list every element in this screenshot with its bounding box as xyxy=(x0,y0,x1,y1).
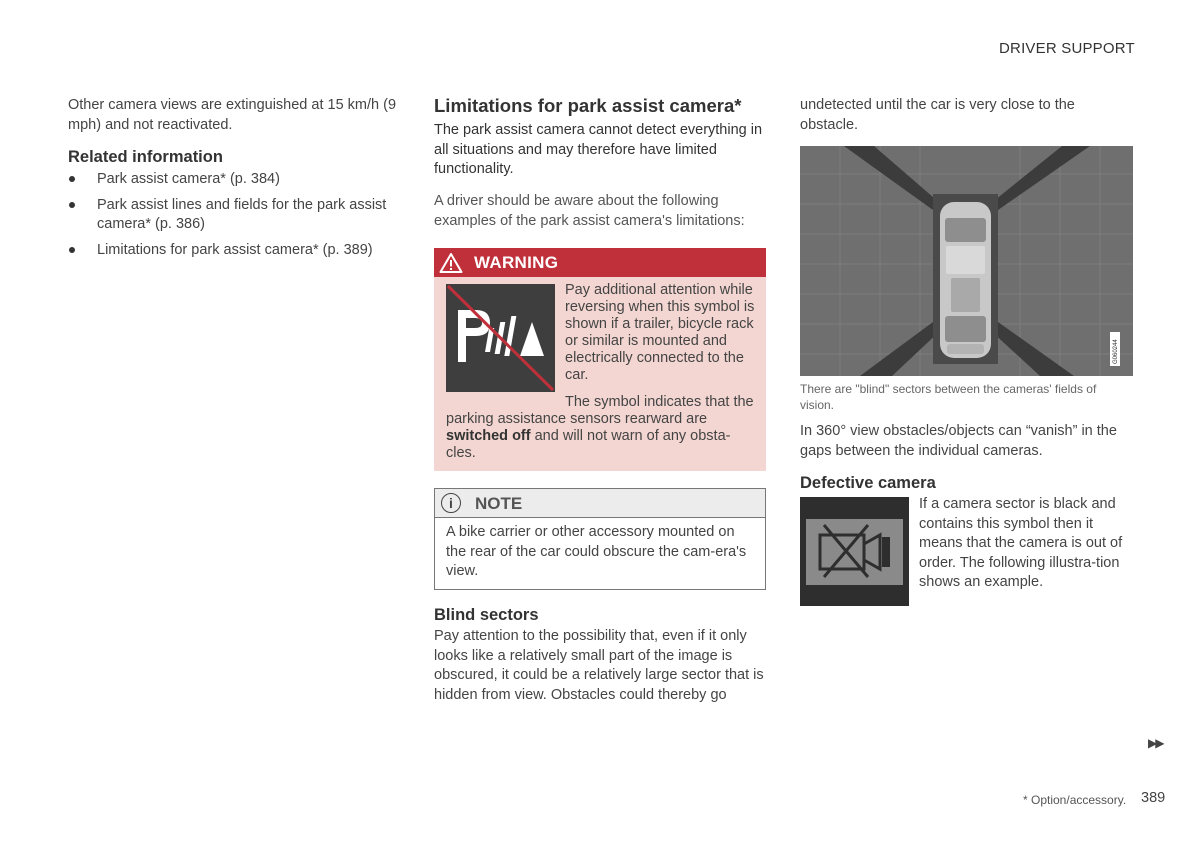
blind-sectors-illustration xyxy=(800,146,1133,376)
warning-text-right: Pay additional attention while reversing when this symbol is shown if a trailer, bicycle rack or similar is mounted and electrically connected to the car. xyxy=(565,282,755,383)
section-header: DRIVER SUPPORT xyxy=(999,40,1135,57)
note-text: A bike carrier or other accessory mounted on the rear of the car could obscure the cam-era's view. xyxy=(446,524,747,579)
note-header xyxy=(435,489,765,518)
bullet-icon xyxy=(69,247,75,253)
blind-sectors-heading: Blind sectors xyxy=(434,606,539,624)
related-link-park-assist-camera[interactable]: Park assist camera* (p. 384) xyxy=(68,170,408,190)
option-accessory-note: * Option/accessory. xyxy=(1023,793,1127,807)
warning-text-bottom: The symbol indicates that the parking assistance sensors rearward are switched off and will not warn of any obsta-cles. xyxy=(446,394,754,461)
related-information-list xyxy=(68,170,408,266)
switched-off-emphasis: switched off xyxy=(446,428,531,444)
related-information-heading: Related information xyxy=(68,148,223,166)
page-number: 389 xyxy=(1141,790,1166,806)
related-link-limitations[interactable]: Limitations for park assist camera* (p. 389) xyxy=(68,241,408,261)
page-title: Limitations for park assist camera* xyxy=(434,95,742,116)
limitations-intro: A driver should be aware about the following examples of the park assist camera's limitations: xyxy=(434,193,745,229)
warning-box xyxy=(434,248,766,471)
image-code: G060244 xyxy=(1113,339,1119,364)
blind-sectors-paragraph: Pay attention to the possibility that, even if it only looks like a relatively small part of the image is obscured, it could be a relatively large sector that is hidden from view. Obstacles could thereby go xyxy=(434,628,764,703)
info-circle-icon: i xyxy=(441,493,461,513)
warning-header xyxy=(434,248,766,277)
warning-triangle-icon xyxy=(439,252,463,274)
lead-paragraph: The park assist camera cannot detect everything in all situations and may therefore have limited functionality. xyxy=(434,122,763,177)
related-link-park-assist-lines[interactable]: Park assist lines and fields for the park assist camera* (p. 386) xyxy=(68,196,408,235)
note-label: NOTE xyxy=(475,494,523,513)
image-caption: There are "blind" sectors between the cameras' fields of vision. xyxy=(800,382,1097,412)
note-box xyxy=(434,488,766,590)
bullet-icon xyxy=(69,202,75,208)
intro-paragraph: Other camera views are extinguished at 15 km/h (9 mph) and not reactivated. xyxy=(68,97,397,133)
warning-label: WARNING xyxy=(474,253,559,272)
park-assist-off-icon xyxy=(446,284,555,392)
defective-camera-paragraph: If a camera sector is black and contains this symbol then it means that the camera is out of order. The following illustra-tion shows an example. xyxy=(919,496,1123,590)
defective-camera-heading: Defective camera xyxy=(800,474,936,492)
camera-defective-icon xyxy=(800,497,909,606)
continuation-paragraph: undetected until the car is very close to the obstacle. xyxy=(800,97,1075,133)
bullet-icon xyxy=(69,176,75,182)
vanish-paragraph: In 360° view obstacles/objects can “vanish” in the gaps between the individual cameras. xyxy=(800,423,1117,459)
next-page-icon[interactable]: ▶▶ xyxy=(1148,736,1163,750)
